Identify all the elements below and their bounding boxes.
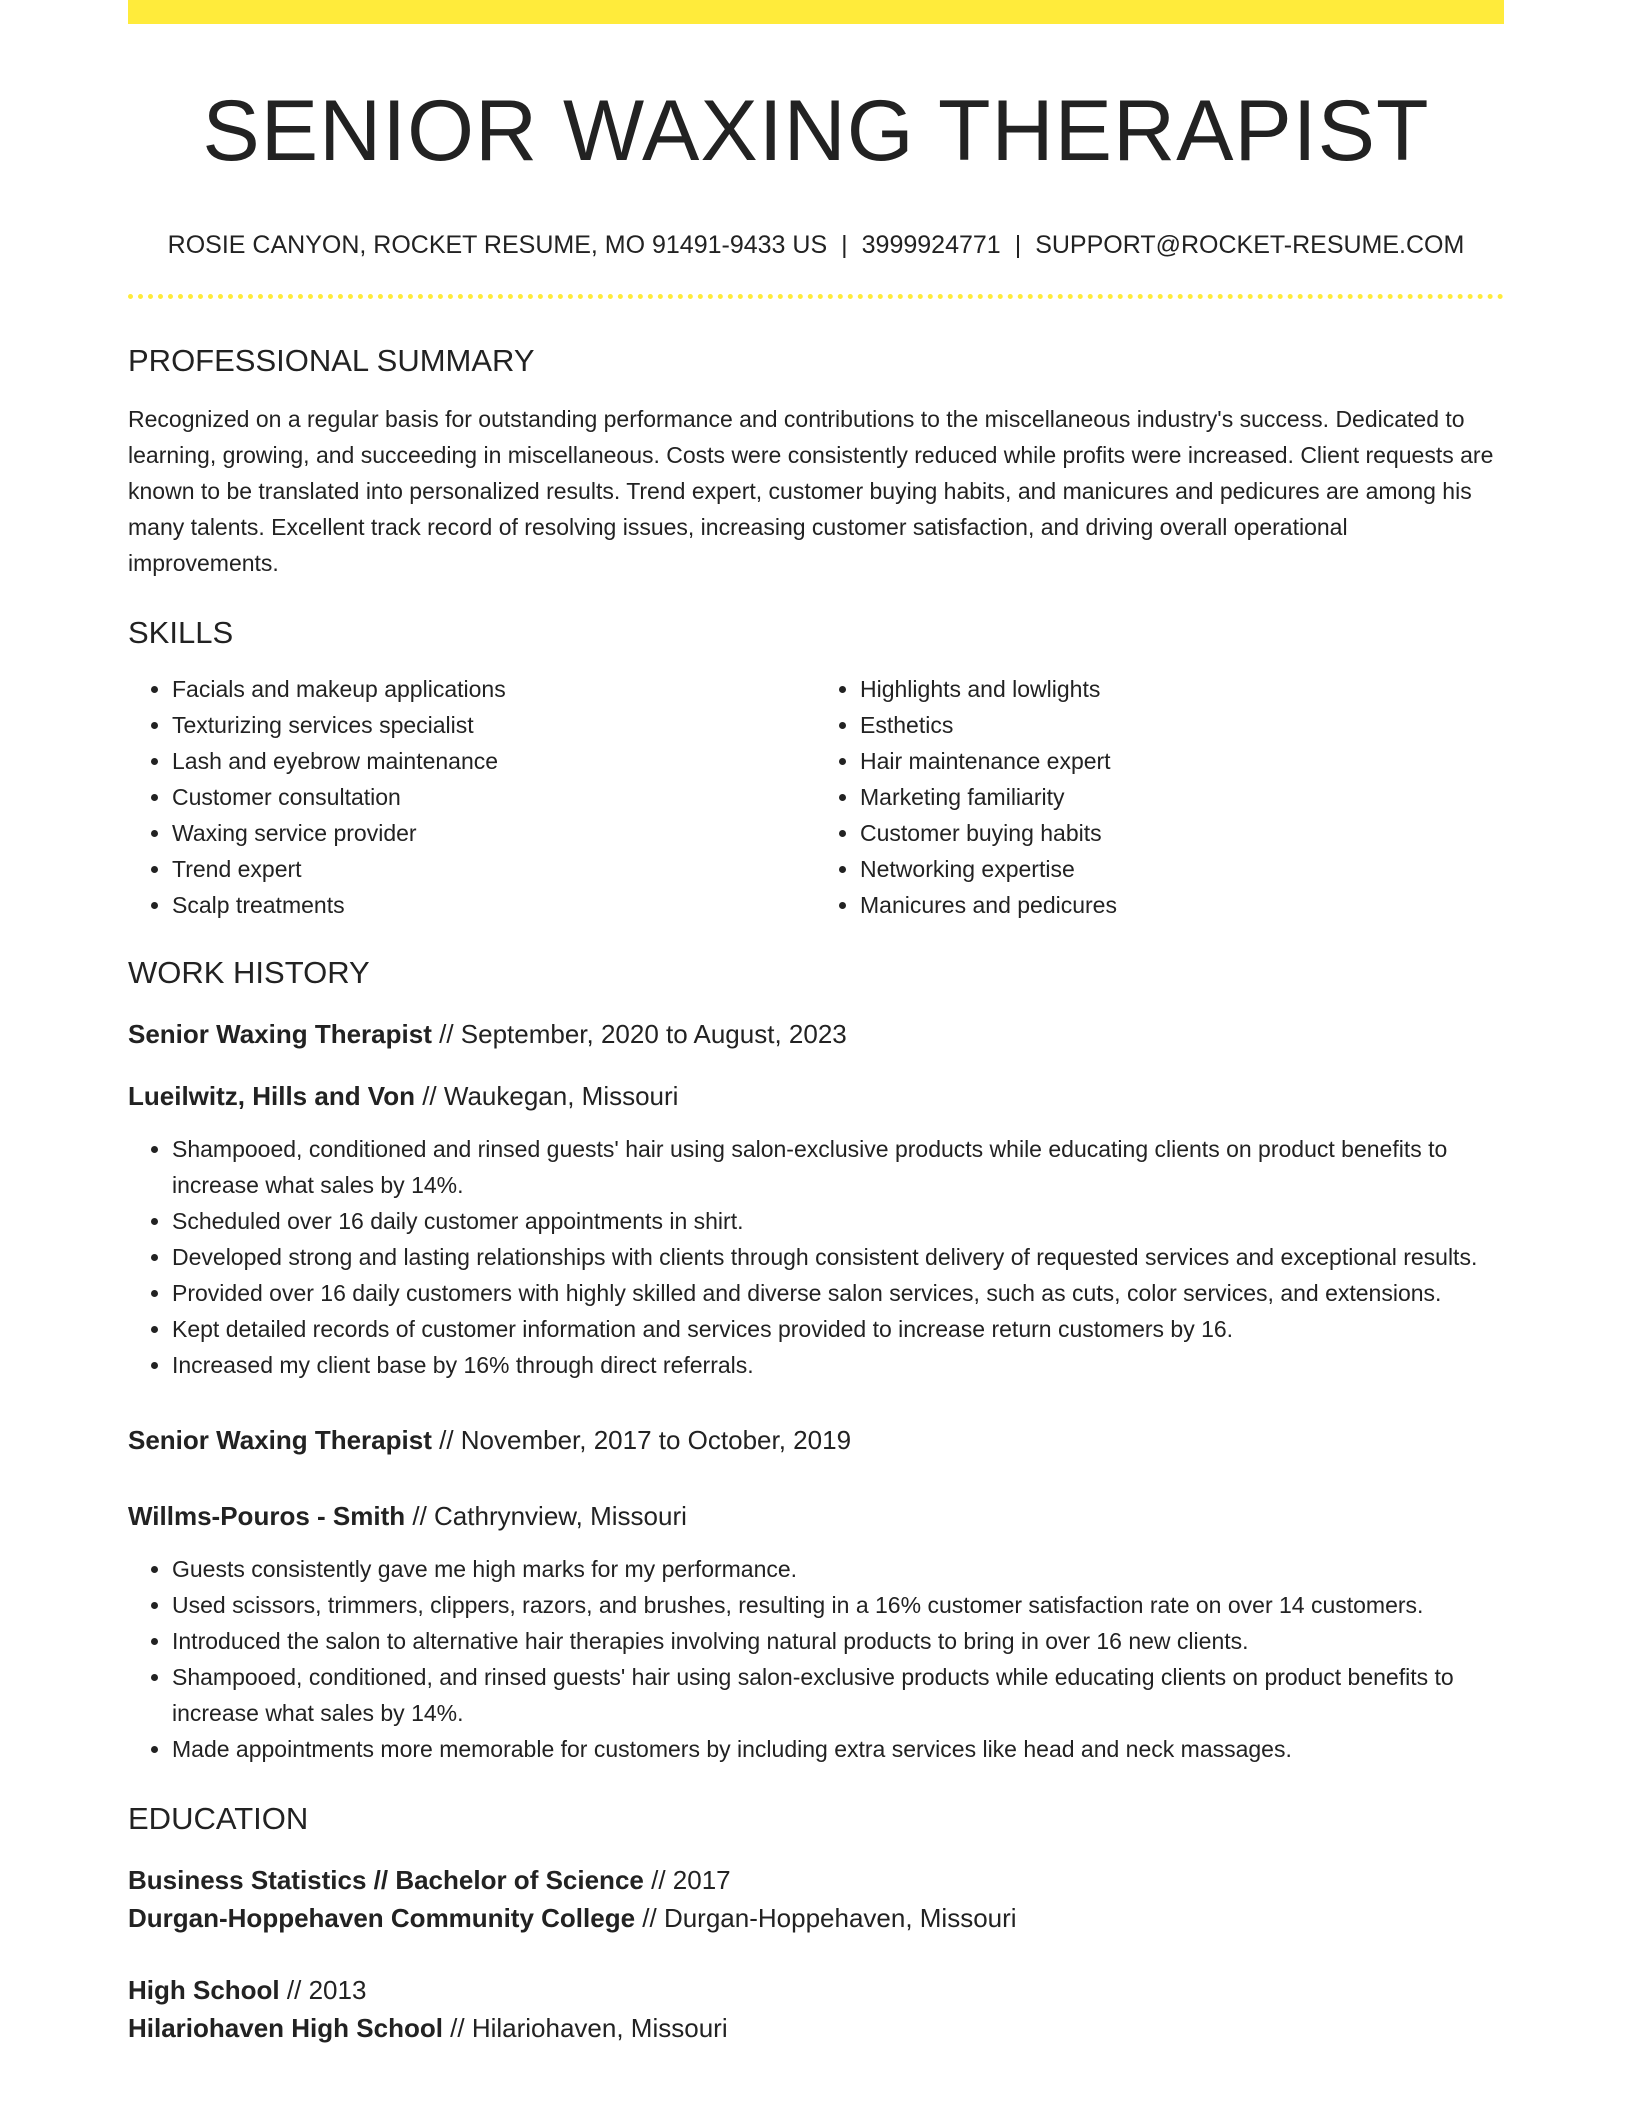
job-company: Willms-Pouros - Smith	[128, 1500, 406, 1531]
job-bullet: • Developed strong and lasting relationships with clients through consistent delivery of requested services and exceptional results.	[172, 1239, 1504, 1275]
skill-item: • Facials and makeup applications	[172, 671, 816, 707]
education-degree-line	[128, 1861, 1504, 1899]
job-role: Senior Waxing Therapist	[128, 1424, 432, 1455]
resume-title: SENIOR WAXING THERAPIST	[202, 83, 1430, 179]
education-location: // Hilariohaven, Missouri	[442, 2012, 728, 2043]
contact-line	[128, 231, 1504, 260]
skill-item: • Waxing service provider	[172, 815, 816, 851]
job-role-line	[128, 1015, 1504, 1053]
contact-separator: |	[841, 230, 848, 259]
section-title-work-history: WORK HISTORY	[128, 954, 370, 990]
education-school: Hilariohaven High School	[128, 2012, 443, 2043]
job-entry	[128, 1015, 1504, 1383]
section-title-summary: PROFESSIONAL SUMMARY	[128, 342, 535, 378]
job-bullet: • Made appointments more memorable for customers by including extra services like head and neck massages.	[172, 1731, 1504, 1767]
section-title-education: EDUCATION	[128, 1800, 309, 1836]
contact-email: SUPPORT@ROCKET-RESUME.COM	[1035, 230, 1465, 259]
job-location: // Cathrynview, Missouri	[405, 1500, 687, 1531]
job-bullet: • Shampooed, conditioned and rinsed guests' hair using salon-exclusive products while educating clients on product benefits to increase what sales by 14%.	[172, 1131, 1504, 1203]
skill-item: • Texturizing services specialist	[172, 707, 816, 743]
education-entry	[128, 1971, 1504, 2047]
skills-columns	[128, 671, 1504, 923]
job-bullet: • Guests consistently gave me high marks for my performance.	[172, 1551, 1504, 1587]
job-company: Lueilwitz, Hills and Von	[128, 1080, 415, 1111]
job-location: // Waukegan, Missouri	[414, 1080, 679, 1111]
job-company-line	[128, 1497, 1504, 1535]
education-degree: Business Statistics // Bachelor of Science	[128, 1864, 644, 1895]
contact-phone: 3999924771	[861, 230, 1001, 259]
skills-section	[128, 615, 1504, 923]
job-bullet: • Increased my client base by 16% through direct referrals.	[172, 1347, 1504, 1383]
job-dates: // September, 2020 to August, 2023	[431, 1018, 847, 1049]
skill-item: • Customer consultation	[172, 779, 816, 815]
skill-item: • Marketing familiarity	[860, 779, 1504, 815]
skill-item: • Scalp treatments	[172, 887, 816, 923]
education-year: // 2013	[279, 1974, 367, 2005]
skills-list-right	[816, 671, 1504, 923]
job-bullet: • Scheduled over 16 daily customer appointments in shirt.	[172, 1203, 1504, 1239]
skill-item: • Manicures and pedicures	[860, 887, 1504, 923]
skills-list-left	[128, 671, 816, 923]
education-school-line	[128, 2009, 1504, 2047]
job-bullet: • Provided over 16 daily customers with highly skilled and diverse salon services, such as cuts, color services, and extensions.	[172, 1275, 1504, 1311]
education-degree-line	[128, 1971, 1504, 2009]
education-entry	[128, 1861, 1504, 1937]
work-history-section	[128, 955, 1504, 1767]
summary-section	[128, 343, 1504, 581]
skill-item: • Highlights and lowlights	[860, 671, 1504, 707]
job-bullet: • Shampooed, conditioned, and rinsed guests' hair using salon-exclusive products while educating clients on product benefits to increase what sales by 14%.	[172, 1659, 1504, 1731]
dotted-divider	[128, 294, 1504, 299]
job-company-line	[128, 1077, 1504, 1115]
job-role: Senior Waxing Therapist	[128, 1018, 432, 1049]
job-bullets	[128, 1551, 1504, 1767]
education-year: // 2017	[643, 1864, 731, 1895]
education-school: Durgan-Hoppehaven Community College	[128, 1902, 636, 1933]
skill-item: • Esthetics	[860, 707, 1504, 743]
skill-item: • Lash and eyebrow maintenance	[172, 743, 816, 779]
section-title-skills: SKILLS	[128, 614, 234, 650]
top-accent-bar	[128, 0, 1504, 24]
job-bullet: • Used scissors, trimmers, clippers, razors, and brushes, resulting in a 16% customer satisfaction rate on over 14 customers.	[172, 1587, 1504, 1623]
contact-address: ROSIE CANYON, ROCKET RESUME, MO 91491-9433 US	[167, 230, 828, 259]
education-degree: High School	[128, 1974, 280, 2005]
job-bullet: • Introduced the salon to alternative hair therapies involving natural products to bring in over 16 new clients.	[172, 1623, 1504, 1659]
job-bullet: • Kept detailed records of customer information and services provided to increase return customers by 16.	[172, 1311, 1504, 1347]
job-dates: // November, 2017 to October, 2019	[431, 1424, 852, 1455]
job-role-line	[128, 1421, 1504, 1459]
summary-text: Recognized on a regular basis for outstanding performance and contributions to the miscellaneous industry's success. Dedicated to learning, growing, and succeeding in miscellaneous. Costs were consistently reduced while profits were increased. Client requests are known to be translated into personalized results. Trend expert, customer buying habits, and manicures and pedicures are among his many talents. Excellent track record of resolving issues, increasing customer satisfaction, and driving overall operational improvements.	[128, 405, 1494, 576]
education-location: // Durgan-Hoppehaven, Missouri	[635, 1902, 1017, 1933]
skill-item: • Trend expert	[172, 851, 816, 887]
skill-item: • Networking expertise	[860, 851, 1504, 887]
job-bullets	[128, 1131, 1504, 1383]
job-entry	[128, 1421, 1504, 1767]
education-school-line	[128, 1899, 1504, 1937]
education-section	[128, 1801, 1504, 2047]
skill-item: • Hair maintenance expert	[860, 743, 1504, 779]
skill-item: • Customer buying habits	[860, 815, 1504, 851]
resume-page	[128, 0, 1504, 2047]
contact-separator: |	[1014, 230, 1022, 259]
